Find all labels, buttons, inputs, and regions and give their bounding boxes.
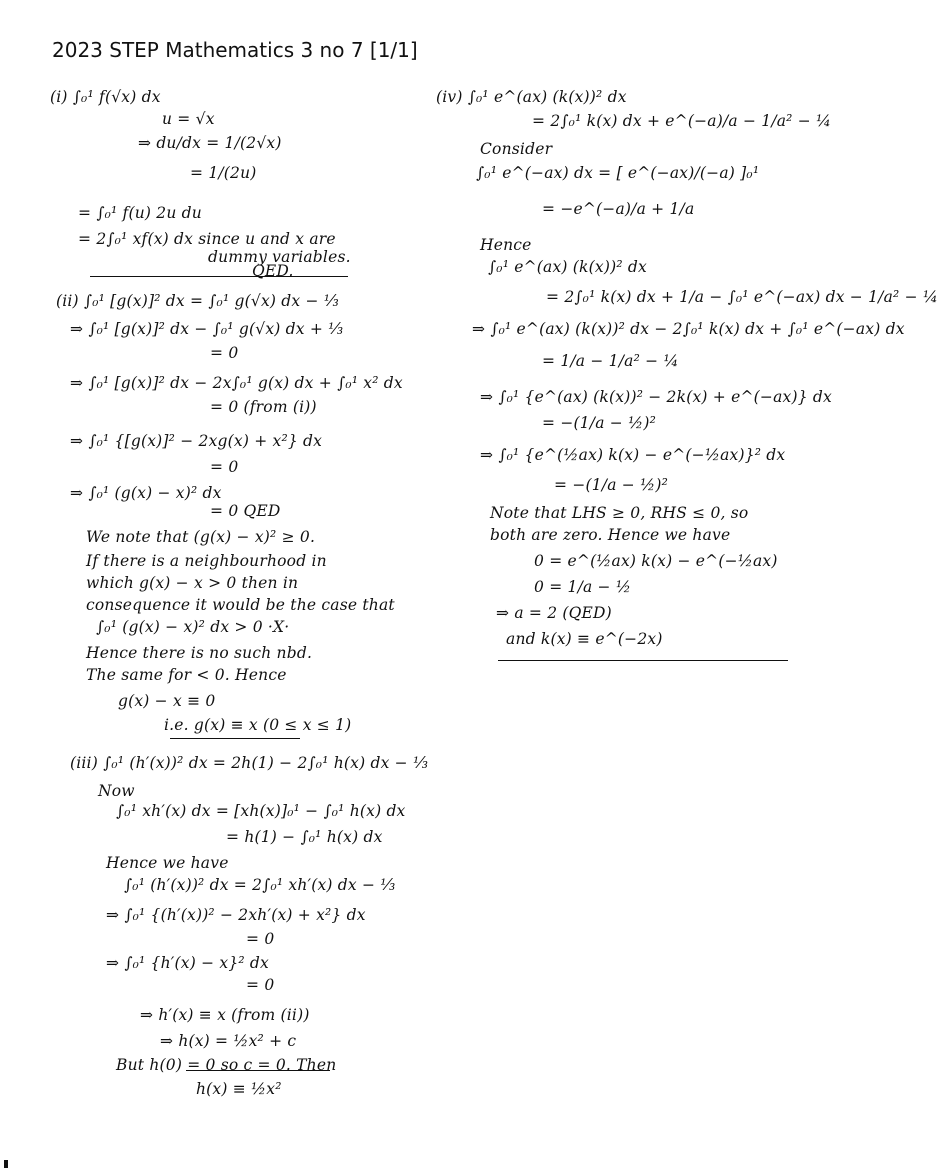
right-line: Consider	[480, 140, 553, 158]
left-line: = 2∫₀¹ xf(x) dx since u and x are	[78, 230, 336, 248]
right-line: = 2∫₀¹ k(x) dx + e^(−a)/a − 1/a² − ¼	[532, 112, 832, 130]
left-line: g(x) − x ≡ 0	[118, 692, 216, 710]
left-line: which g(x) − x > 0 then in	[86, 574, 299, 592]
right-line: and k(x) ≡ e^(−2x)	[506, 630, 663, 648]
left-line: (i) ∫₀¹ f(√x) dx	[50, 88, 161, 106]
left-line: But h(0) = 0 so c = 0. Then	[116, 1056, 337, 1074]
right-line: ∫₀¹ e^(−ax) dx = [ e^(−ax)/(−a) ]₀¹	[476, 164, 760, 182]
right-line: ⇒ ∫₀¹ {e^(½ax) k(x) − e^(−½ax)}² dx	[480, 446, 786, 464]
left-line: ∫₀¹ (h′(x))² dx = 2∫₀¹ xh′(x) dx − ⅓	[124, 876, 396, 894]
left-line: ⇒ ∫₀¹ [g(x)]² dx − 2x∫₀¹ g(x) dx + ∫₀¹ x² dx	[70, 374, 403, 392]
left-line: consequence it would be the case that	[86, 596, 395, 614]
separator-line	[498, 660, 788, 661]
left-line: ⇒ ∫₀¹ (g(x) − x)² dx	[70, 484, 222, 502]
left-line: = 0	[246, 930, 275, 948]
right-line: (iv) ∫₀¹ e^(ax) (k(x))² dx	[436, 88, 627, 106]
left-line: = 0	[210, 458, 239, 476]
left-line: ⇒ h(x) = ½x² + c	[160, 1032, 297, 1050]
separator-line	[90, 276, 348, 277]
left-line: The same for < 0. Hence	[86, 666, 287, 684]
page-corner-mark	[4, 1160, 8, 1168]
left-line: ∫₀¹ (g(x) − x)² dx > 0 ·X·	[96, 618, 290, 636]
separator-line	[170, 738, 300, 739]
left-line: ⇒ du/dx = 1/(2√x)	[138, 134, 282, 152]
left-line: ∫₀¹ xh′(x) dx = [xh(x)]₀¹ − ∫₀¹ h(x) dx	[116, 802, 406, 820]
right-line: 0 = 1/a − ½	[534, 578, 632, 596]
right-line: = 2∫₀¹ k(x) dx + 1/a − ∫₀¹ e^(−ax) dx − 1/a² − ¼	[546, 288, 938, 306]
left-line: i.e. g(x) ≡ x (0 ≤ x ≤ 1)	[164, 716, 352, 734]
right-line: Note that LHS ≥ 0, RHS ≤ 0, so	[490, 504, 749, 522]
left-line: = h(1) − ∫₀¹ h(x) dx	[226, 828, 383, 846]
left-line: Now	[98, 782, 135, 800]
left-line: If there is a neighbourhood in	[86, 552, 327, 570]
left-line: We note that (g(x) − x)² ≥ 0.	[86, 528, 316, 546]
left-line: (iii) ∫₀¹ (h′(x))² dx = 2h(1) − 2∫₀¹ h(x) dx − ⅓	[70, 754, 429, 772]
page-title: 2023 STEP Mathematics 3 no 7 [1/1]	[52, 38, 418, 62]
left-line: Hence there is no such nbd.	[86, 644, 313, 662]
left-line: = 0 QED	[210, 502, 281, 520]
right-line: = −(1/a − ½)²	[542, 414, 656, 432]
separator-line	[186, 1070, 330, 1071]
left-line: ⇒ ∫₀¹ {[g(x)]² − 2xg(x) + x²} dx	[70, 432, 323, 450]
left-line: QED.	[252, 262, 294, 280]
right-line: ⇒ ∫₀¹ {e^(ax) (k(x))² − 2k(x) + e^(−ax)} dx	[480, 388, 832, 406]
right-line: ⇒ ∫₀¹ e^(ax) (k(x))² dx − 2∫₀¹ k(x) dx + ∫₀¹ e^(−ax) dx	[472, 320, 905, 338]
left-line: = 0	[210, 344, 239, 362]
right-line: Hence	[480, 236, 532, 254]
left-line: = 1/(2u)	[190, 164, 257, 182]
left-line: ⇒ ∫₀¹ {(h′(x))² − 2xh′(x) + x²} dx	[106, 906, 366, 924]
left-line: ⇒ ∫₀¹ [g(x)]² dx − ∫₀¹ g(√x) dx + ⅓	[70, 320, 344, 338]
left-line: (ii) ∫₀¹ [g(x)]² dx = ∫₀¹ g(√x) dx − ⅓	[56, 292, 339, 310]
left-line: = 0 (from (i))	[210, 398, 317, 416]
left-line: u = √x	[162, 110, 215, 128]
right-line: ∫₀¹ e^(ax) (k(x))² dx	[488, 258, 647, 276]
left-line: dummy variables.	[208, 248, 351, 266]
right-line: ⇒ a = 2 (QED)	[496, 604, 612, 622]
right-line: both are zero. Hence we have	[490, 526, 731, 544]
left-line: ⇒ h′(x) ≡ x (from (ii))	[140, 1006, 310, 1024]
right-line: 0 = e^(½ax) k(x) − e^(−½ax)	[534, 552, 778, 570]
left-line: = ∫₀¹ f(u) 2u du	[78, 204, 202, 222]
right-line: = 1/a − 1/a² − ¼	[542, 352, 679, 370]
left-line: Hence we have	[106, 854, 229, 872]
left-line: = 0	[246, 976, 275, 994]
right-line: = −(1/a − ½)²	[554, 476, 668, 494]
right-line: = −e^(−a)/a + 1/a	[542, 200, 695, 218]
left-line: h(x) ≡ ½x²	[196, 1080, 282, 1098]
left-line: ⇒ ∫₀¹ {h′(x) − x}² dx	[106, 954, 269, 972]
